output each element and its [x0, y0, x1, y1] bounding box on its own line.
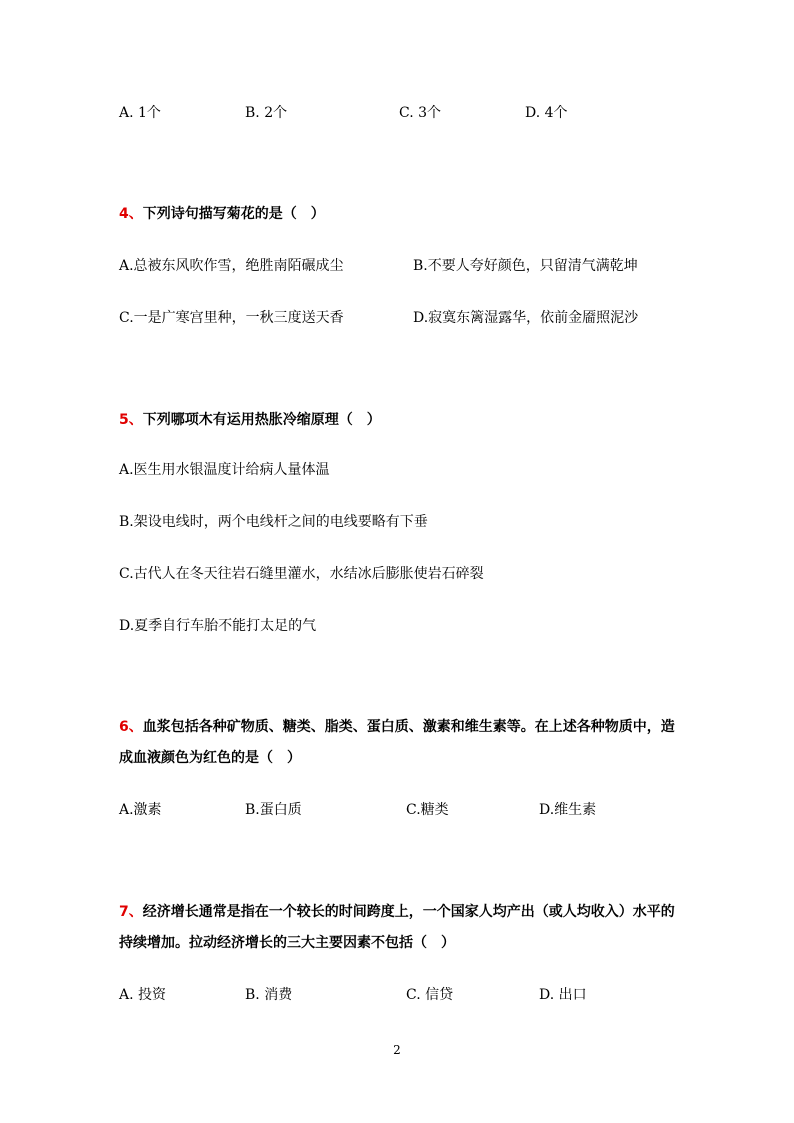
q4-option-b: B.不要人夸好颜色，只留清气满乾坤	[413, 258, 638, 274]
question-4-number: 4、	[119, 206, 143, 222]
question-5-text: 下列哪项木有运用热胀冷缩原理（ ）	[142, 412, 381, 428]
question-7-text-1: 经济增长通常是指在一个较长的时间跨度上，一个国家人均产出（或人均收入）水平的	[142, 904, 675, 920]
q7-option-c: C. 信贷	[406, 987, 454, 1003]
question-5-number: 5、	[119, 412, 143, 428]
q4-option-a: A.总被东风吹作雪，绝胜南陌碾成尘	[119, 258, 344, 274]
q5-option-d: D.夏季自行车胎不能打太足的气	[119, 618, 317, 634]
q3-option-b: B. 2个	[245, 105, 288, 121]
question-7-text-2: 持续增加。拉动经济增长的三大主要因素不包括（ ）	[119, 935, 455, 951]
q5-option-c: C.古代人在冬天往岩石缝里灌水，水结冰后膨胀使岩石碎裂	[119, 566, 484, 582]
q7-option-a: A. 投资	[119, 987, 167, 1003]
q3-option-d: D. 4个	[525, 105, 568, 121]
question-4	[119, 204, 325, 224]
q6-option-a: A.激素	[119, 802, 162, 818]
q5-option-a: A.医生用水银温度计给病人量体温	[119, 462, 330, 478]
q7-option-b: B. 消费	[245, 987, 293, 1003]
question-7-line-1	[119, 902, 675, 922]
q5-option-b: B.架设电线时，两个电线杆之间的电线要略有下垂	[119, 514, 428, 530]
q6-option-c: C.糖类	[406, 802, 449, 818]
q4-option-d: D.寂寞东篱湿露华，依前金靥照泥沙	[413, 310, 639, 326]
question-6-text-2: 成血液颜色为红色的是（ ）	[119, 750, 301, 766]
question-6-line-1	[119, 717, 675, 737]
page-number: 2	[393, 1043, 401, 1057]
q6-option-b: B.蛋白质	[245, 802, 302, 818]
question-7-number: 7、	[119, 904, 143, 920]
question-6-number: 6、	[119, 719, 143, 735]
q6-option-d: D.维生素	[539, 802, 597, 818]
question-6-text-1: 血浆包括各种矿物质、糖类、脂类、蛋白质、激素和维生素等。在上述各种物质中，造	[142, 719, 675, 735]
q4-option-c: C.一是广寒宫里种，一秋三度送天香	[119, 310, 344, 326]
q7-option-d: D. 出口	[539, 987, 587, 1003]
q3-option-c: C. 3个	[399, 105, 442, 121]
question-5	[119, 410, 381, 430]
question-4-text: 下列诗句描写菊花的是（ ）	[142, 206, 325, 222]
q3-option-a: A. 1个	[119, 105, 161, 121]
